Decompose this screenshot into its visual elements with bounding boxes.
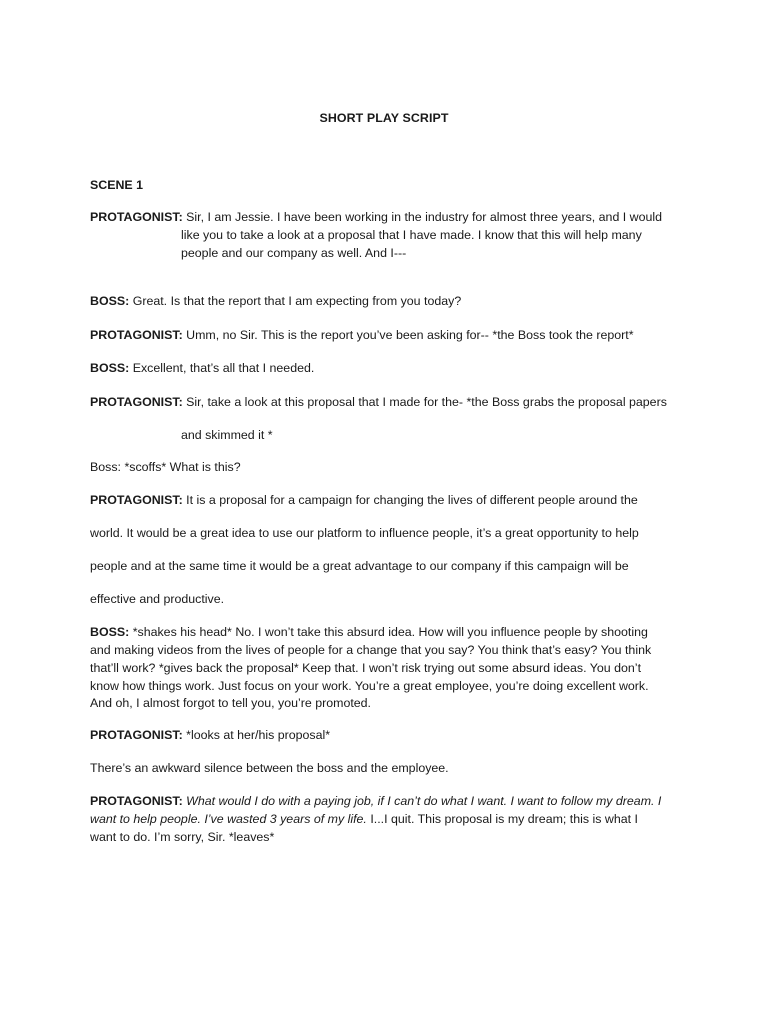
dialogue-boss-4 bbox=[90, 623, 690, 641]
dialogue-continuation: world. It would be a great idea to use our platform to influence people, it’s a great opportunity to help bbox=[90, 526, 639, 540]
speaker-label: BOSS: bbox=[90, 294, 130, 308]
speaker-label: Boss: bbox=[90, 460, 121, 474]
speaker-label: BOSS: bbox=[90, 361, 130, 375]
scene-heading: SCENE 1 bbox=[90, 178, 144, 192]
dialogue-boss-3 bbox=[90, 458, 690, 476]
dialogue-text: *scoffs* What is this? bbox=[121, 460, 241, 474]
dialogue-continuation: like you to take a look at a proposal that I have made. I know that this will help many bbox=[181, 228, 642, 242]
dialogue-text: Umm, no Sir. This is the report you’ve been asking for-- *the Boss took the report* bbox=[182, 328, 634, 342]
dialogue-boss-2 bbox=[90, 359, 690, 377]
dialogue-continuation: want to do. I’m sorry, Sir. *leaves* bbox=[90, 830, 275, 844]
speaker-label: BOSS: bbox=[90, 625, 130, 639]
dialogue-text-italic: want to help people. I’ve wasted 3 years of my life. bbox=[90, 812, 367, 826]
dialogue-continuation: effective and productive. bbox=[90, 592, 225, 606]
dialogue-text: I...I quit. This proposal is my dream; this is what I bbox=[366, 812, 638, 826]
dialogue-continuation: know how things work. Just focus on your work. You’re a great employee, you’re doing excellent work. bbox=[90, 679, 649, 693]
dialogue-protagonist-1 bbox=[90, 208, 690, 226]
dialogue-text: It is a proposal for a campaign for changing the lives of different people around the bbox=[182, 493, 638, 507]
dialogue-text: Great. Is that the report that I am expecting from you today? bbox=[129, 294, 462, 308]
speaker-label: PROTAGONIST: bbox=[90, 395, 183, 409]
dialogue-text: *shakes his head* No. I won’t take this absurd idea. How will you influence people by shooting bbox=[129, 625, 648, 639]
dialogue-text: Sir, take a look at this proposal that I made for the- *the Boss grabs the proposal papers bbox=[182, 395, 667, 409]
dialogue-continuation: and making videos from the lives of people for a change that you say? You think that’s easy? You think bbox=[90, 643, 652, 657]
dialogue-continuation: that’ll work? *gives back the proposal* Keep that. I won’t risk trying out some absurd ideas. You don’t bbox=[90, 661, 642, 675]
dialogue-protagonist-3 bbox=[90, 393, 690, 411]
dialogue-text-italic: What would I do with a paying job, if I can’t do what I want. I want to follow my dream. I bbox=[182, 794, 662, 808]
speaker-label: PROTAGONIST: bbox=[90, 210, 183, 224]
dialogue-boss-1 bbox=[90, 292, 690, 310]
speaker-label: PROTAGONIST: bbox=[90, 794, 183, 808]
dialogue-continuation bbox=[90, 810, 690, 828]
dialogue-continuation: people and our company as well. And I--- bbox=[181, 246, 407, 260]
dialogue-protagonist-2 bbox=[90, 326, 690, 344]
dialogue-text: *looks at her/his proposal* bbox=[182, 728, 331, 742]
dialogue-continuation: and skimmed it * bbox=[181, 428, 273, 442]
speaker-label: PROTAGONIST: bbox=[90, 328, 183, 342]
dialogue-protagonist-6 bbox=[90, 792, 690, 810]
dialogue-text: Sir, I am Jessie. I have been working in the industry for almost three years, and I would bbox=[182, 210, 663, 224]
speaker-label: PROTAGONIST: bbox=[90, 493, 183, 507]
page-title: SHORT PLAY SCRIPT bbox=[319, 111, 449, 125]
dialogue-text: Excellent, that’s all that I needed. bbox=[129, 361, 315, 375]
dialogue-protagonist-5 bbox=[90, 726, 690, 744]
dialogue-continuation: people and at the same time it would be a great advantage to our company if this campaign will be bbox=[90, 559, 629, 573]
dialogue-continuation: And oh, I almost forgot to tell you, you’re promoted. bbox=[90, 696, 372, 710]
dialogue-protagonist-4 bbox=[90, 491, 690, 509]
speaker-label: PROTAGONIST: bbox=[90, 728, 183, 742]
stage-narration: There’s an awkward silence between the boss and the employee. bbox=[90, 761, 449, 775]
